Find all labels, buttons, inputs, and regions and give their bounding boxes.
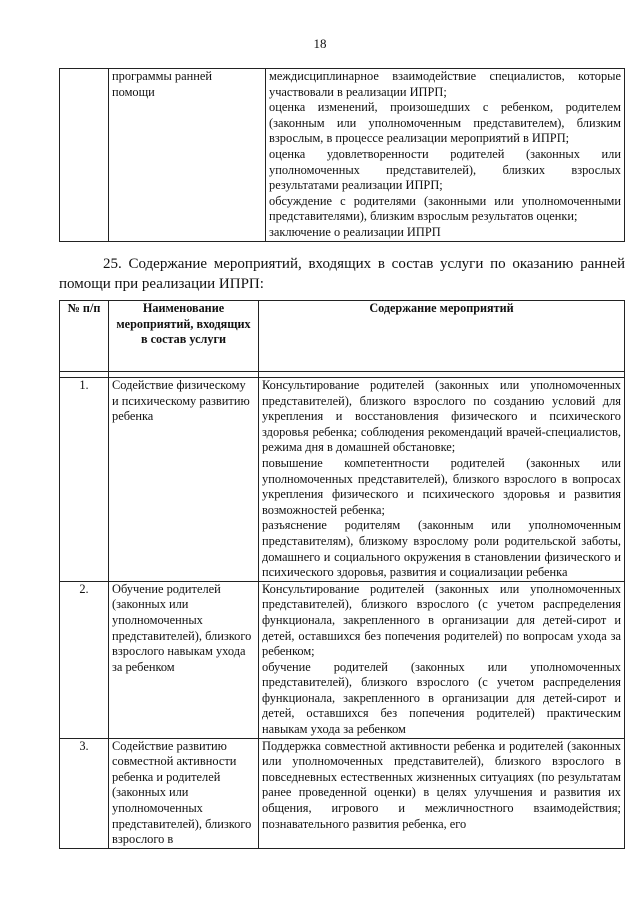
continuation-num-cell	[60, 69, 109, 242]
page-number: 18	[313, 36, 327, 51]
continuation-name-cell	[109, 69, 266, 242]
table-header-row	[60, 301, 625, 372]
header-num: № п/п	[60, 301, 109, 372]
continuation-content-line: обсуждение с родителями (законными или уполномоченными представителями), близким взрослым результатов оценки;	[269, 193, 621, 224]
continuation-content-line: заключение о реализации ИПРП	[269, 224, 441, 239]
row-content	[259, 581, 625, 738]
section-heading: 25. Содержание мероприятий, входящих в состав услуги по оказанию ранней помощи при реализации ИПРП:	[59, 256, 625, 292]
continuation-table	[59, 68, 625, 242]
row-content	[259, 378, 625, 582]
content-paragraph: Консультирование родителей (законных или уполномоченных представителей), близкого взрослого (с учетом распределения функционала, закрепленного в организации для детей-сирот и детей, оставшихся без попечения родителей) по вопросам ухода за ребенком;	[262, 581, 621, 659]
activities-table	[59, 300, 625, 849]
row-name: Обучение родителей (законных или уполномоченных представителей), близкого взрослого навыкам ухода за ребенком	[109, 581, 259, 738]
continuation-content-cell	[266, 69, 625, 242]
content-paragraph: Консультирование родителей (законных или уполномоченных представителей), близкого взрослого по созданию условий для укрепления и восстановления физического и психического здоровья ребенка; соблюдения рекомендаций врачей-специалистов, режима дня в домашней обстановке;	[262, 378, 621, 455]
header-name: Наименование мероприятий, входящих в состав услуги	[109, 301, 259, 372]
header-content: Содержание мероприятий	[259, 301, 625, 372]
content-paragraph: разъяснение родителям (законным или уполномоченным представителям), близкому взрослому роли родительской заботы, домашнего и социального окружения в становлении физического и психического здоровья, развития и социализации ребенка	[262, 518, 621, 580]
continuation-content-line: междисциплинарное взаимодействие специалистов, которые участвовали в реализации ИПРП;	[269, 69, 621, 99]
continuation-name-line: программы ранней	[112, 69, 212, 83]
table-row	[60, 581, 625, 738]
row-content	[259, 738, 625, 848]
row-num: 1.	[60, 378, 109, 582]
row-num: 2.	[60, 581, 109, 738]
table-row	[60, 738, 625, 848]
row-name: Содействие развитию совместной активности ребенка и родителей (законных или уполномоченных представителей), близкого взрослого в	[109, 738, 259, 848]
continuation-content-line: оценка изменений, произошедших с ребенком, родителем (законным или уполномоченным представителем), близким взрослым, в процессе реализации мероприятий в ИПРП;	[269, 100, 621, 146]
continuation-name-line: помощи	[112, 84, 155, 99]
table-row	[60, 378, 625, 582]
content-paragraph: обучение родителей (законных или уполномоченных представителей), близкого взрослого (с учетом распределения функционала, закрепленного в организации для детей-сирот и детей, оставшихся без попечения родителей) практическим навыкам ухода за ребенком	[262, 659, 621, 737]
continuation-content-line: оценка удовлетворенности родителей (законных или уполномоченных представителей), близких взрослых результатами реализации ИПРП;	[269, 146, 621, 193]
row-name: Содействие физическому и психическому развитию ребенка	[109, 378, 259, 582]
content-paragraph: повышение компетентности родителей (законных или уполномоченных представителей), близкого взрослого в вопросах укрепления физического и психического здоровья и развития возможностей ребенка;	[262, 455, 621, 517]
table-row	[60, 69, 625, 242]
content-paragraph: Поддержка совместной активности ребенка и родителей (законных или уполномоченных представителей), близкого взрослого в повседневных естественных жизненных ситуациях (по результатам ранее проведенной оценки) в целях улучшения и развития их общения, игрового и межличностного взаимодействия; познавательного развития ребенка, его	[262, 738, 621, 831]
row-num: 3.	[60, 738, 109, 848]
